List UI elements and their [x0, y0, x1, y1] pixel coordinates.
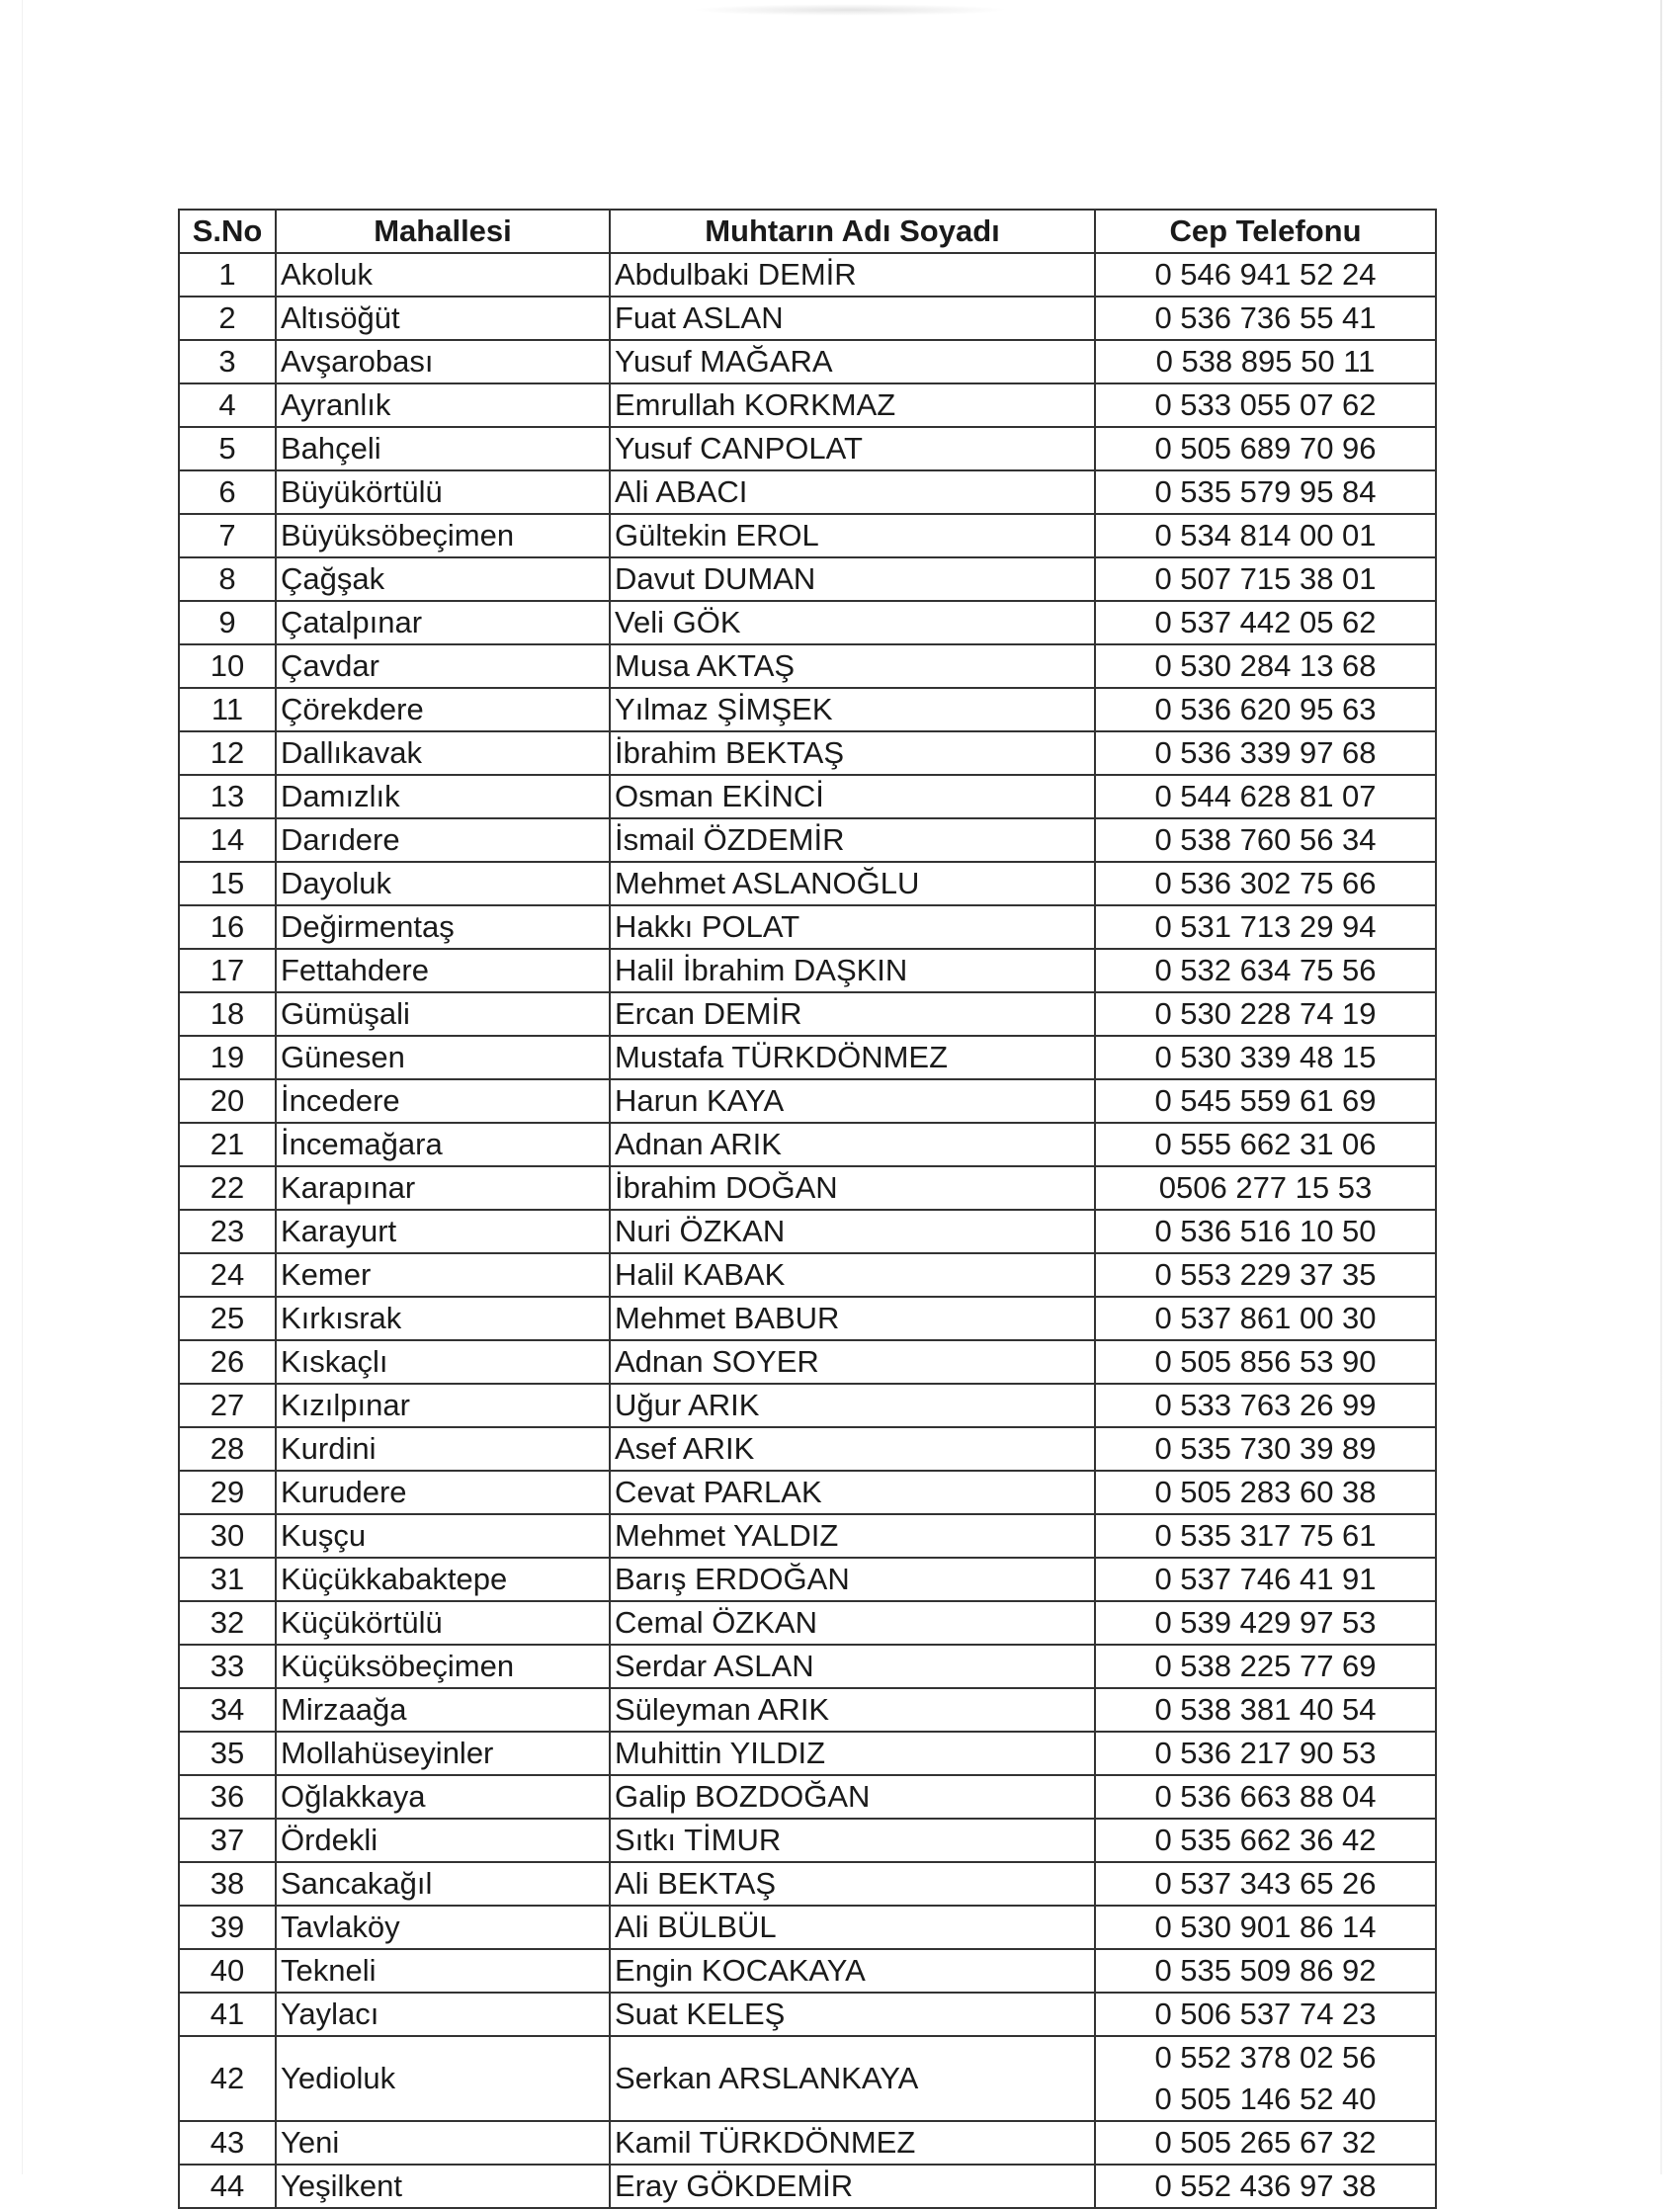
- phone-number: 0 505 265 67 32: [1154, 2125, 1377, 2160]
- table-row: [179, 1993, 1436, 2036]
- phone-cell: [1095, 1036, 1436, 1079]
- row-number: 18: [179, 992, 276, 1036]
- muhtar-name: Kamil TÜRKDÖNMEZ: [610, 2121, 1095, 2165]
- muhtar-name: Cevat PARLAK: [610, 1471, 1095, 1514]
- phone-number: 0 537 861 00 30: [1154, 1301, 1377, 1335]
- muhtar-name: Mustafa TÜRKDÖNMEZ: [610, 1036, 1095, 1079]
- mahalle-name: Kızılpınar: [276, 1384, 610, 1427]
- row-number: 28: [179, 1427, 276, 1471]
- phone-number: 0 530 284 13 68: [1154, 648, 1377, 683]
- phone-number: 0 505 146 52 40: [1154, 2082, 1377, 2116]
- phone-number: 0 532 634 75 56: [1154, 953, 1377, 987]
- row-number: 24: [179, 1253, 276, 1297]
- phone-number: 0 506 537 74 23: [1154, 1997, 1377, 2031]
- row-number: 33: [179, 1645, 276, 1688]
- phone-number: 0 552 436 97 38: [1154, 2168, 1377, 2203]
- mahalle-name: Büyüksöbeçimen: [276, 514, 610, 557]
- mahalle-name: Avşarobası: [276, 340, 610, 383]
- phone-number: 0 505 856 53 90: [1154, 1344, 1377, 1379]
- phone-number: 0 536 663 88 04: [1154, 1779, 1377, 1814]
- table-row: [179, 1819, 1436, 1862]
- table-row: [179, 297, 1436, 340]
- phone-cell: [1095, 992, 1436, 1036]
- mahalle-name: Gümüşali: [276, 992, 610, 1036]
- table-row: [179, 1253, 1436, 1297]
- table-row: [179, 862, 1436, 905]
- table-row: [179, 1079, 1436, 1123]
- mahalle-name: Oğlakkaya: [276, 1775, 610, 1819]
- row-number: 35: [179, 1732, 276, 1775]
- phone-cell: [1095, 1732, 1436, 1775]
- phone-cell: [1095, 1906, 1436, 1949]
- mahalle-name: Büyükörtülü: [276, 470, 610, 514]
- muhtar-name: Fuat ASLAN: [610, 297, 1095, 340]
- phone-number: 0 536 217 90 53: [1154, 1736, 1377, 1770]
- phone-number: 0 505 283 60 38: [1154, 1475, 1377, 1509]
- phone-cell: [1095, 1384, 1436, 1427]
- mahalle-name: Küçükkabaktepe: [276, 1558, 610, 1601]
- table-row: [179, 1862, 1436, 1906]
- muhtar-name: Uğur ARIK: [610, 1384, 1095, 1427]
- row-number: 6: [179, 470, 276, 514]
- phone-cell: [1095, 644, 1436, 688]
- phone-number: 0 536 736 55 41: [1154, 300, 1377, 335]
- table-row: [179, 383, 1436, 427]
- phone-cell: [1095, 470, 1436, 514]
- mahalle-name: Kemer: [276, 1253, 610, 1297]
- row-number: 23: [179, 1210, 276, 1253]
- muhtar-name: Abdulbaki DEMİR: [610, 253, 1095, 297]
- muhtar-name: Barış ERDOĞAN: [610, 1558, 1095, 1601]
- table-row: [179, 1123, 1436, 1166]
- phone-cell: [1095, 731, 1436, 775]
- row-number: 21: [179, 1123, 276, 1166]
- mahalle-name: İncedere: [276, 1079, 610, 1123]
- row-number: 25: [179, 1297, 276, 1340]
- mahalle-name: Kurdini: [276, 1427, 610, 1471]
- phone-number: 0 553 229 37 35: [1154, 1257, 1377, 1292]
- phone-cell: [1095, 1166, 1436, 1210]
- phone-cell: [1095, 1471, 1436, 1514]
- table-row: [179, 1775, 1436, 1819]
- phone-number: 0 539 429 97 53: [1154, 1605, 1377, 1640]
- phone-cell: [1095, 1558, 1436, 1601]
- phone-cell: [1095, 1253, 1436, 1297]
- phone-cell: [1095, 1210, 1436, 1253]
- mahalle-name: Ayranlık: [276, 383, 610, 427]
- mahalle-name: Yedioluk: [276, 2036, 610, 2121]
- phone-number: 0 538 381 40 54: [1154, 1692, 1377, 1727]
- phone-number: 0 555 662 31 06: [1154, 1127, 1377, 1161]
- phone-cell: [1095, 1514, 1436, 1558]
- phone-cell: [1095, 949, 1436, 992]
- phone-cell: [1095, 688, 1436, 731]
- muhtar-name: İsmail ÖZDEMİR: [610, 818, 1095, 862]
- table-row: [179, 1514, 1436, 1558]
- table-row: [179, 601, 1436, 644]
- table-row: [179, 1645, 1436, 1688]
- mahalle-name: Kırkısrak: [276, 1297, 610, 1340]
- row-number: 43: [179, 2121, 276, 2165]
- table-row: [179, 1688, 1436, 1732]
- phone-number: 0 538 760 56 34: [1154, 822, 1377, 857]
- mahalle-name: Çatalpınar: [276, 601, 610, 644]
- table-row: [179, 1471, 1436, 1514]
- table-row: [179, 1601, 1436, 1645]
- muhtar-name: Davut DUMAN: [610, 557, 1095, 601]
- muhtar-name: Engin KOCAKAYA: [610, 1949, 1095, 1993]
- mahalle-name: İncemağara: [276, 1123, 610, 1166]
- mahalle-name: Yeni: [276, 2121, 610, 2165]
- muhtar-name: Mehmet ASLANOĞLU: [610, 862, 1095, 905]
- phone-cell: [1095, 1688, 1436, 1732]
- phone-number: 0 535 662 36 42: [1154, 1823, 1377, 1857]
- phone-number: 0 537 746 41 91: [1154, 1562, 1377, 1596]
- muhtar-name: İbrahim DOĞAN: [610, 1166, 1095, 1210]
- phone-cell: [1095, 383, 1436, 427]
- row-number: 13: [179, 775, 276, 818]
- phone-number: 0 505 689 70 96: [1154, 431, 1377, 466]
- muhtar-name: İbrahim BEKTAŞ: [610, 731, 1095, 775]
- phone-number: 0 534 814 00 01: [1154, 518, 1377, 552]
- table-row: [179, 731, 1436, 775]
- mahalle-name: Günesen: [276, 1036, 610, 1079]
- phone-cell: [1095, 1297, 1436, 1340]
- table-row: [179, 1427, 1436, 1471]
- phone-cell: [1095, 601, 1436, 644]
- muhtar-name: Galip BOZDOĞAN: [610, 1775, 1095, 1819]
- table-row: [179, 253, 1436, 297]
- table-row: [179, 557, 1436, 601]
- header-row: [179, 210, 1436, 253]
- muhtar-name: Ali BÜLBÜL: [610, 1906, 1095, 1949]
- phone-number: 0 536 302 75 66: [1154, 866, 1377, 900]
- muhtar-name: Eray GÖKDEMİR: [610, 2165, 1095, 2208]
- phone-number: 0 507 715 38 01: [1154, 561, 1377, 596]
- phone-cell: [1095, 1819, 1436, 1862]
- phone-cell: [1095, 862, 1436, 905]
- mahalle-name: Altısöğüt: [276, 297, 610, 340]
- table-row: [179, 818, 1436, 862]
- mahalle-name: Sancakağıl: [276, 1862, 610, 1906]
- mahalle-name: Darıdere: [276, 818, 610, 862]
- muhtar-name: Ercan DEMİR: [610, 992, 1095, 1036]
- phone-number: 0 536 339 97 68: [1154, 735, 1377, 770]
- phone-number: 0 536 620 95 63: [1154, 692, 1377, 726]
- row-number: 44: [179, 2165, 276, 2208]
- table-row: [179, 470, 1436, 514]
- header-phone: Cep Telefonu: [1095, 210, 1436, 253]
- phone-number: 0 538 895 50 11: [1155, 344, 1376, 379]
- row-number: 30: [179, 1514, 276, 1558]
- mahalle-name: Ördekli: [276, 1819, 610, 1862]
- row-number: 7: [179, 514, 276, 557]
- muhtar-name: Nuri ÖZKAN: [610, 1210, 1095, 1253]
- table-row: [179, 949, 1436, 992]
- phone-number: 0 530 228 74 19: [1154, 996, 1377, 1031]
- row-number: 9: [179, 601, 276, 644]
- muhtar-name: Halil İbrahim DAŞKIN: [610, 949, 1095, 992]
- phone-number: 0 533 055 07 62: [1154, 387, 1377, 422]
- table-header: [179, 210, 1436, 253]
- mahalle-name: Dallıkavak: [276, 731, 610, 775]
- table-row: [179, 1732, 1436, 1775]
- phone-cell: [1095, 1645, 1436, 1688]
- phone-cell: [1095, 2121, 1436, 2165]
- mahalle-name: Küçükörtülü: [276, 1601, 610, 1645]
- muhtar-name: Ali BEKTAŞ: [610, 1862, 1095, 1906]
- phone-number: 0 552 378 02 56: [1154, 2040, 1377, 2075]
- phone-number: 0 546 941 52 24: [1154, 257, 1377, 292]
- row-number: 29: [179, 1471, 276, 1514]
- phone-cell: [1095, 514, 1436, 557]
- table-row: [179, 1558, 1436, 1601]
- row-number: 32: [179, 1601, 276, 1645]
- phone-number: 0 535 730 39 89: [1154, 1431, 1377, 1466]
- muhtar-name: Muhittin YILDIZ: [610, 1732, 1095, 1775]
- mahalle-name: Fettahdere: [276, 949, 610, 992]
- phone-cell: [1095, 427, 1436, 470]
- table-row: [179, 427, 1436, 470]
- phone-cell: [1095, 775, 1436, 818]
- row-number: 42: [179, 2036, 276, 2121]
- row-number: 16: [179, 905, 276, 949]
- mahalle-name: Karapınar: [276, 1166, 610, 1210]
- mahalle-name: Damızlık: [276, 775, 610, 818]
- table-row: [179, 1297, 1436, 1340]
- phone-cell: [1095, 297, 1436, 340]
- row-number: 12: [179, 731, 276, 775]
- muhtar-name: Yusuf CANPOLAT: [610, 427, 1095, 470]
- table-body: [179, 253, 1436, 2208]
- mahalle-name: Bahçeli: [276, 427, 610, 470]
- table-row: [179, 1166, 1436, 1210]
- muhtar-name: Süleyman ARIK: [610, 1688, 1095, 1732]
- muhtar-name: Mehmet YALDIZ: [610, 1514, 1095, 1558]
- muhtar-name: Yılmaz ŞİMŞEK: [610, 688, 1095, 731]
- phone-cell: [1095, 557, 1436, 601]
- muhtar-name: Gültekin EROL: [610, 514, 1095, 557]
- table-row: [179, 1340, 1436, 1384]
- phone-cell: [1095, 340, 1436, 383]
- muhtar-contact-table: [178, 209, 1437, 2209]
- phone-cell: [1095, 1862, 1436, 1906]
- muhtar-name: Sıtkı TİMUR: [610, 1819, 1095, 1862]
- row-number: 40: [179, 1949, 276, 1993]
- row-number: 5: [179, 427, 276, 470]
- phone-cell: [1095, 1993, 1436, 2036]
- phone-cell: [1095, 1601, 1436, 1645]
- row-number: 8: [179, 557, 276, 601]
- table-row: [179, 1210, 1436, 1253]
- row-number: 14: [179, 818, 276, 862]
- phone-cell: [1095, 1775, 1436, 1819]
- phone-number: 0 535 579 95 84: [1154, 474, 1377, 509]
- table-row: [179, 905, 1436, 949]
- row-number: 4: [179, 383, 276, 427]
- row-number: 36: [179, 1775, 276, 1819]
- row-number: 41: [179, 1993, 276, 2036]
- mahalle-name: Yeşilkent: [276, 2165, 610, 2208]
- phone-cell: [1095, 2036, 1436, 2121]
- row-number: 17: [179, 949, 276, 992]
- row-number: 15: [179, 862, 276, 905]
- phone-number: 0 537 442 05 62: [1154, 605, 1377, 639]
- table-row: [179, 514, 1436, 557]
- muhtar-name: Halil KABAK: [610, 1253, 1095, 1297]
- table-row: [179, 340, 1436, 383]
- mahalle-name: Karayurt: [276, 1210, 610, 1253]
- phone-number: 0 538 225 77 69: [1154, 1649, 1377, 1683]
- row-number: 38: [179, 1862, 276, 1906]
- row-number: 22: [179, 1166, 276, 1210]
- phone-cell: [1095, 1427, 1436, 1471]
- phone-number: 0506 277 15 53: [1158, 1170, 1373, 1205]
- row-number: 39: [179, 1906, 276, 1949]
- mahalle-name: Kurudere: [276, 1471, 610, 1514]
- table-row: [179, 1384, 1436, 1427]
- phone-number: 0 544 628 81 07: [1154, 779, 1377, 813]
- muhtar-name: Osman EKİNCİ: [610, 775, 1095, 818]
- phone-number: 0 535 317 75 61: [1154, 1518, 1377, 1553]
- muhtar-name: Adnan SOYER: [610, 1340, 1095, 1384]
- phone-cell: [1095, 1079, 1436, 1123]
- scan-edge-left: [22, 0, 23, 2174]
- phone-cell: [1095, 1123, 1436, 1166]
- row-number: 10: [179, 644, 276, 688]
- mahalle-name: Akoluk: [276, 253, 610, 297]
- phone-number: 0 530 339 48 15: [1154, 1040, 1377, 1074]
- muhtar-name: Cemal ÖZKAN: [610, 1601, 1095, 1645]
- row-number: 34: [179, 1688, 276, 1732]
- muhtar-name: Emrullah KORKMAZ: [610, 383, 1095, 427]
- table-row: [179, 644, 1436, 688]
- phone-cell: [1095, 905, 1436, 949]
- muhtar-name: Adnan ARIK: [610, 1123, 1095, 1166]
- phone-number: 0 545 559 61 69: [1154, 1083, 1377, 1118]
- mahalle-name: Kıskaçlı: [276, 1340, 610, 1384]
- phone-cell: [1095, 1340, 1436, 1384]
- row-number: 1: [179, 253, 276, 297]
- mahalle-name: Mirzaağa: [276, 1688, 610, 1732]
- row-number: 37: [179, 1819, 276, 1862]
- row-number: 11: [179, 688, 276, 731]
- table-row: [179, 1949, 1436, 1993]
- muhtar-name: Asef ARIK: [610, 1427, 1095, 1471]
- mahalle-name: Dayoluk: [276, 862, 610, 905]
- phone-number: 0 533 763 26 99: [1154, 1388, 1377, 1422]
- header-sno: S.No: [179, 210, 276, 253]
- mahalle-name: Yaylacı: [276, 1993, 610, 2036]
- table-row: [179, 2036, 1436, 2121]
- scan-smudge: [692, 4, 1008, 16]
- phone-cell: [1095, 818, 1436, 862]
- row-number: 27: [179, 1384, 276, 1427]
- phone-number: 0 535 509 86 92: [1154, 1953, 1377, 1988]
- phone-number: 0 536 516 10 50: [1154, 1214, 1377, 1248]
- mahalle-name: Mollahüseyinler: [276, 1732, 610, 1775]
- table-row: [179, 992, 1436, 1036]
- muhtar-name: Yusuf MAĞARA: [610, 340, 1095, 383]
- phone-number: 0 530 901 86 14: [1154, 1910, 1377, 1944]
- table-row: [179, 1906, 1436, 1949]
- table-row: [179, 688, 1436, 731]
- table-row: [179, 775, 1436, 818]
- row-number: 20: [179, 1079, 276, 1123]
- row-number: 3: [179, 340, 276, 383]
- muhtar-name: Serkan ARSLANKAYA: [610, 2036, 1095, 2121]
- muhtar-name: Veli GÖK: [610, 601, 1095, 644]
- header-mahalle: Mahallesi: [276, 210, 610, 253]
- scan-edge-right: [1660, 0, 1662, 2174]
- phone-number: 0 531 713 29 94: [1154, 909, 1377, 944]
- row-number: 26: [179, 1340, 276, 1384]
- muhtar-name: Serdar ASLAN: [610, 1645, 1095, 1688]
- mahalle-name: Çörekdere: [276, 688, 610, 731]
- muhtar-name: Musa AKTAŞ: [610, 644, 1095, 688]
- mahalle-name: Kuşçu: [276, 1514, 610, 1558]
- row-number: 19: [179, 1036, 276, 1079]
- phone-cell: [1095, 2165, 1436, 2208]
- mahalle-name: Tavlaköy: [276, 1906, 610, 1949]
- mahalle-name: Çavdar: [276, 644, 610, 688]
- row-number: 2: [179, 297, 276, 340]
- mahalle-name: Değirmentaş: [276, 905, 610, 949]
- table-row: [179, 2121, 1436, 2165]
- mahalle-name: Tekneli: [276, 1949, 610, 1993]
- muhtar-name: Harun KAYA: [610, 1079, 1095, 1123]
- muhtar-name: Hakkı POLAT: [610, 905, 1095, 949]
- muhtar-name: Mehmet BABUR: [610, 1297, 1095, 1340]
- table-row: [179, 2165, 1436, 2208]
- muhtar-name: Ali ABACI: [610, 470, 1095, 514]
- table-row: [179, 1036, 1436, 1079]
- mahalle-name: Küçüksöbeçimen: [276, 1645, 610, 1688]
- phone-cell: [1095, 253, 1436, 297]
- phone-number: 0 537 343 65 26: [1154, 1866, 1377, 1901]
- muhtar-name: Suat KELEŞ: [610, 1993, 1095, 2036]
- header-muhtar: Muhtarın Adı Soyadı: [610, 210, 1095, 253]
- phone-cell: [1095, 1949, 1436, 1993]
- row-number: 31: [179, 1558, 276, 1601]
- mahalle-name: Çağşak: [276, 557, 610, 601]
